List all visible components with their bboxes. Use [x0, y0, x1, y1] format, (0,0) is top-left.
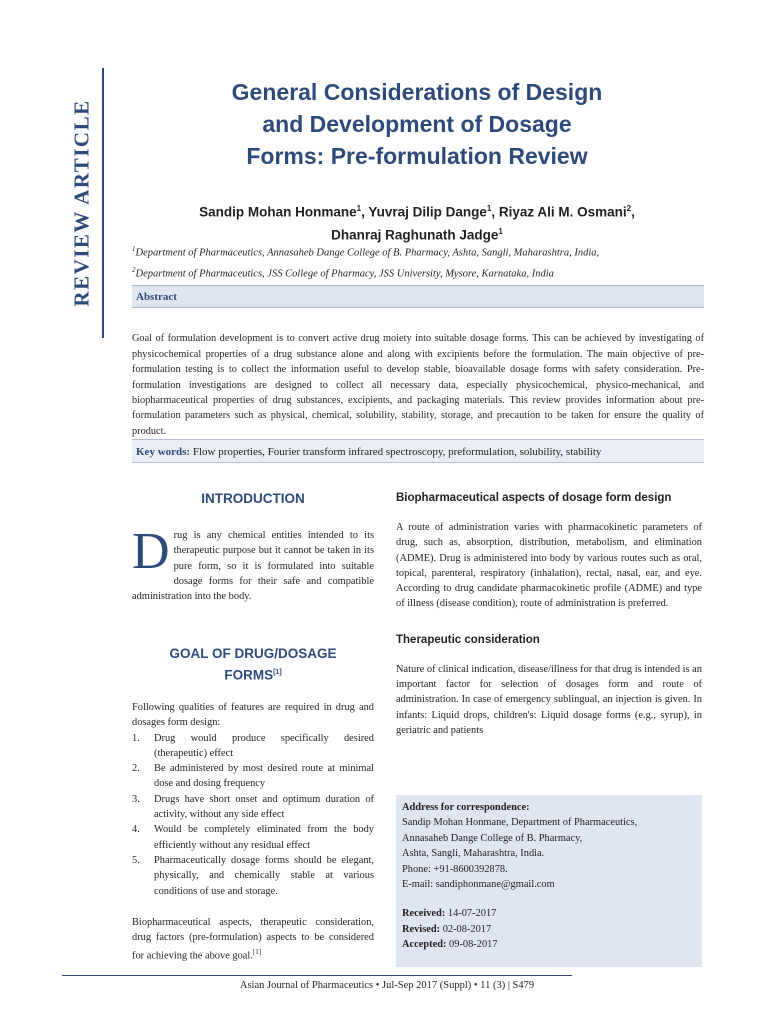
affiliations: [132, 241, 704, 282]
goal-heading: GOAL OF DRUG/DOSAGE FORMS[1]: [169, 646, 337, 683]
citation-ref: [1]: [252, 948, 262, 957]
list-item: 3. Drugs have short onset and optimum duration of activity, without any side effect: [132, 793, 374, 821]
keywords-label: Key words:: [136, 446, 191, 458]
correspondence-line: Ashta, Sangli, Maharashtra, India.: [402, 848, 545, 860]
revised-date: Revised: 02-08-2017: [402, 923, 492, 935]
citation-ref: [1]: [273, 669, 282, 677]
side-label-text: REVIEW ARTICLE: [69, 99, 94, 307]
goal-closing: Biopharmaceutical aspects, therapeutic consideration, drug factors (pre-formulation) aspects to be considered for achieving the above goal.[1]: [132, 916, 374, 962]
review-article-label: [62, 68, 104, 338]
title-line: Forms: Pre-formulation Review: [246, 143, 588, 169]
qualities-list: [132, 731, 374, 899]
author-affil-marker: 1: [486, 204, 492, 213]
keywords-bar: [132, 439, 704, 463]
received-date: Received: 14-07-2017: [402, 908, 497, 920]
list-item: 5. Pharmaceutically dosage forms should be elegant, physically, and chemically stable at various conditions of use and storage.: [132, 854, 374, 897]
list-item: 4. Would be completely eliminated from the body efficiently without any residual effect: [132, 824, 374, 851]
therapeutic-paragraph: Nature of clinical indication, disease/illness for that drug is intended is an important factor for selection of dosages form and route of administration. In case of emergency sublingual, an injection is given. In infants: Liquid drops, children's: Liquid dosage forms (e.g., syrup), in geriatric and patients: [396, 663, 702, 736]
goal-intro: Following qualities of features are required in drug and dosages form design:: [132, 701, 374, 729]
author-affil-marker: 2: [626, 204, 632, 213]
abstract-text: Goal of formulation development is to convert active drug moiety into suitable dosage forms. This can be achieved by investigating of physicochemical properties of a drug substance alone and along with excipients before the formulation. The main objective of pre-formulation testing is to collect the information useful to develop stable, bioavailable dosage forms with safety consideration. Pre-formulation investigations are designed to collect all necessary data, especially physicochemical, physico-mechanical, and biopharmaceutical properties of drug substances, excipients, and packaging materials. This review provides information about pre-formulation parameters such as physical, chemical, solubility, stability, storage, and precaution to be taken for ensure the quality of product.: [132, 333, 704, 437]
author-name: Yuvraj Dilip Dange: [368, 204, 487, 220]
footer-rule: [62, 975, 202, 976]
abstract-heading: Abstract: [132, 285, 704, 308]
list-item: 1. Drug would produce specifically desired (therapeutic) effect: [132, 732, 374, 759]
biopharm-heading: Biopharmaceutical aspects of dosage form design: [396, 492, 672, 504]
biopharm-paragraph: A route of administration varies with pharmacokinetic parameters of drug, such as, absorption, distribution, metabolism, and elimination (ADME). Drug is administered into body by various routes such as oral, topical, parenteral, respiratory (inhalation), rectal, nasal, ear, and eye. According to drug candidate pharmacokinetic profile (ADME) and type of illness (disease condition), route of administration is preferred.: [396, 522, 702, 610]
correspondence-line: Sandip Mohan Honmane, Department of Pharmaceutics,: [402, 817, 638, 829]
author-name: Sandip Mohan Honmane: [199, 204, 357, 220]
author-list: Sandip Mohan Honmane$^1$, Yuvraj Dilip Dange$^1$, Riyaz Ali M. Osmani$^2$, Dhanraj Raghunath Jadge$^1$: [199, 204, 635, 242]
therapeutic-heading: Therapeutic consideration: [396, 633, 540, 646]
title-line: General Considerations of Design: [231, 79, 603, 105]
keywords-text: Flow properties, Fourier transform infrared spectroscopy, preformulation, solubility, stability: [192, 446, 602, 458]
correspondence-line: Annasaheb Dange College of B. Pharmacy,: [402, 832, 583, 844]
correspondence-heading: Address for correspondence:: [402, 802, 530, 813]
affiliation-item: $^1$Department of Pharmaceutics, Annasaheb Dange College of B. Pharmacy, Ashta, Sangli, Maharashtra, India,: [132, 245, 600, 259]
title-line: and Development of Dosage: [262, 111, 572, 137]
accepted-date: Accepted: 09-08-2017: [402, 939, 498, 951]
correspondence-line: Phone: +91-8600392878.: [402, 863, 508, 875]
article-title: [130, 76, 704, 172]
introduction-heading: INTRODUCTION: [201, 491, 305, 506]
affiliation-item: $^2$Department of Pharmaceutics, JSS College of Pharmacy, JSS University, Mysore, Karnataka, India: [132, 265, 554, 279]
author-affil-marker: 1: [356, 204, 362, 213]
drop-cap: D: [132, 523, 170, 580]
correspondence-email: E-mail: sandiphonmane@gmail.com: [402, 879, 555, 891]
right-column: [396, 487, 702, 738]
correspondence-box: [396, 795, 702, 967]
introduction-paragraph: Drug is any chemical entities intended to its therapeutic purpose but it cannot be taken in its pure form, so it is formulated into suitable dosage forms for their safe and compatible administration into the body.: [132, 523, 374, 603]
author-affil-marker: 1: [498, 226, 503, 236]
left-column: [132, 487, 374, 964]
author-name: Dhanraj Raghunath Jadge: [331, 227, 499, 242]
author-name: Riyaz Ali M. Osmani: [498, 204, 627, 220]
journal-footer: Asian Journal of Pharmaceutics • Jul-Sep 2017 (Suppl) • 11 (3) | S479: [202, 975, 572, 998]
list-item: 2. Be administered by most desired route at minimal dose and dosing frequency: [132, 763, 374, 790]
